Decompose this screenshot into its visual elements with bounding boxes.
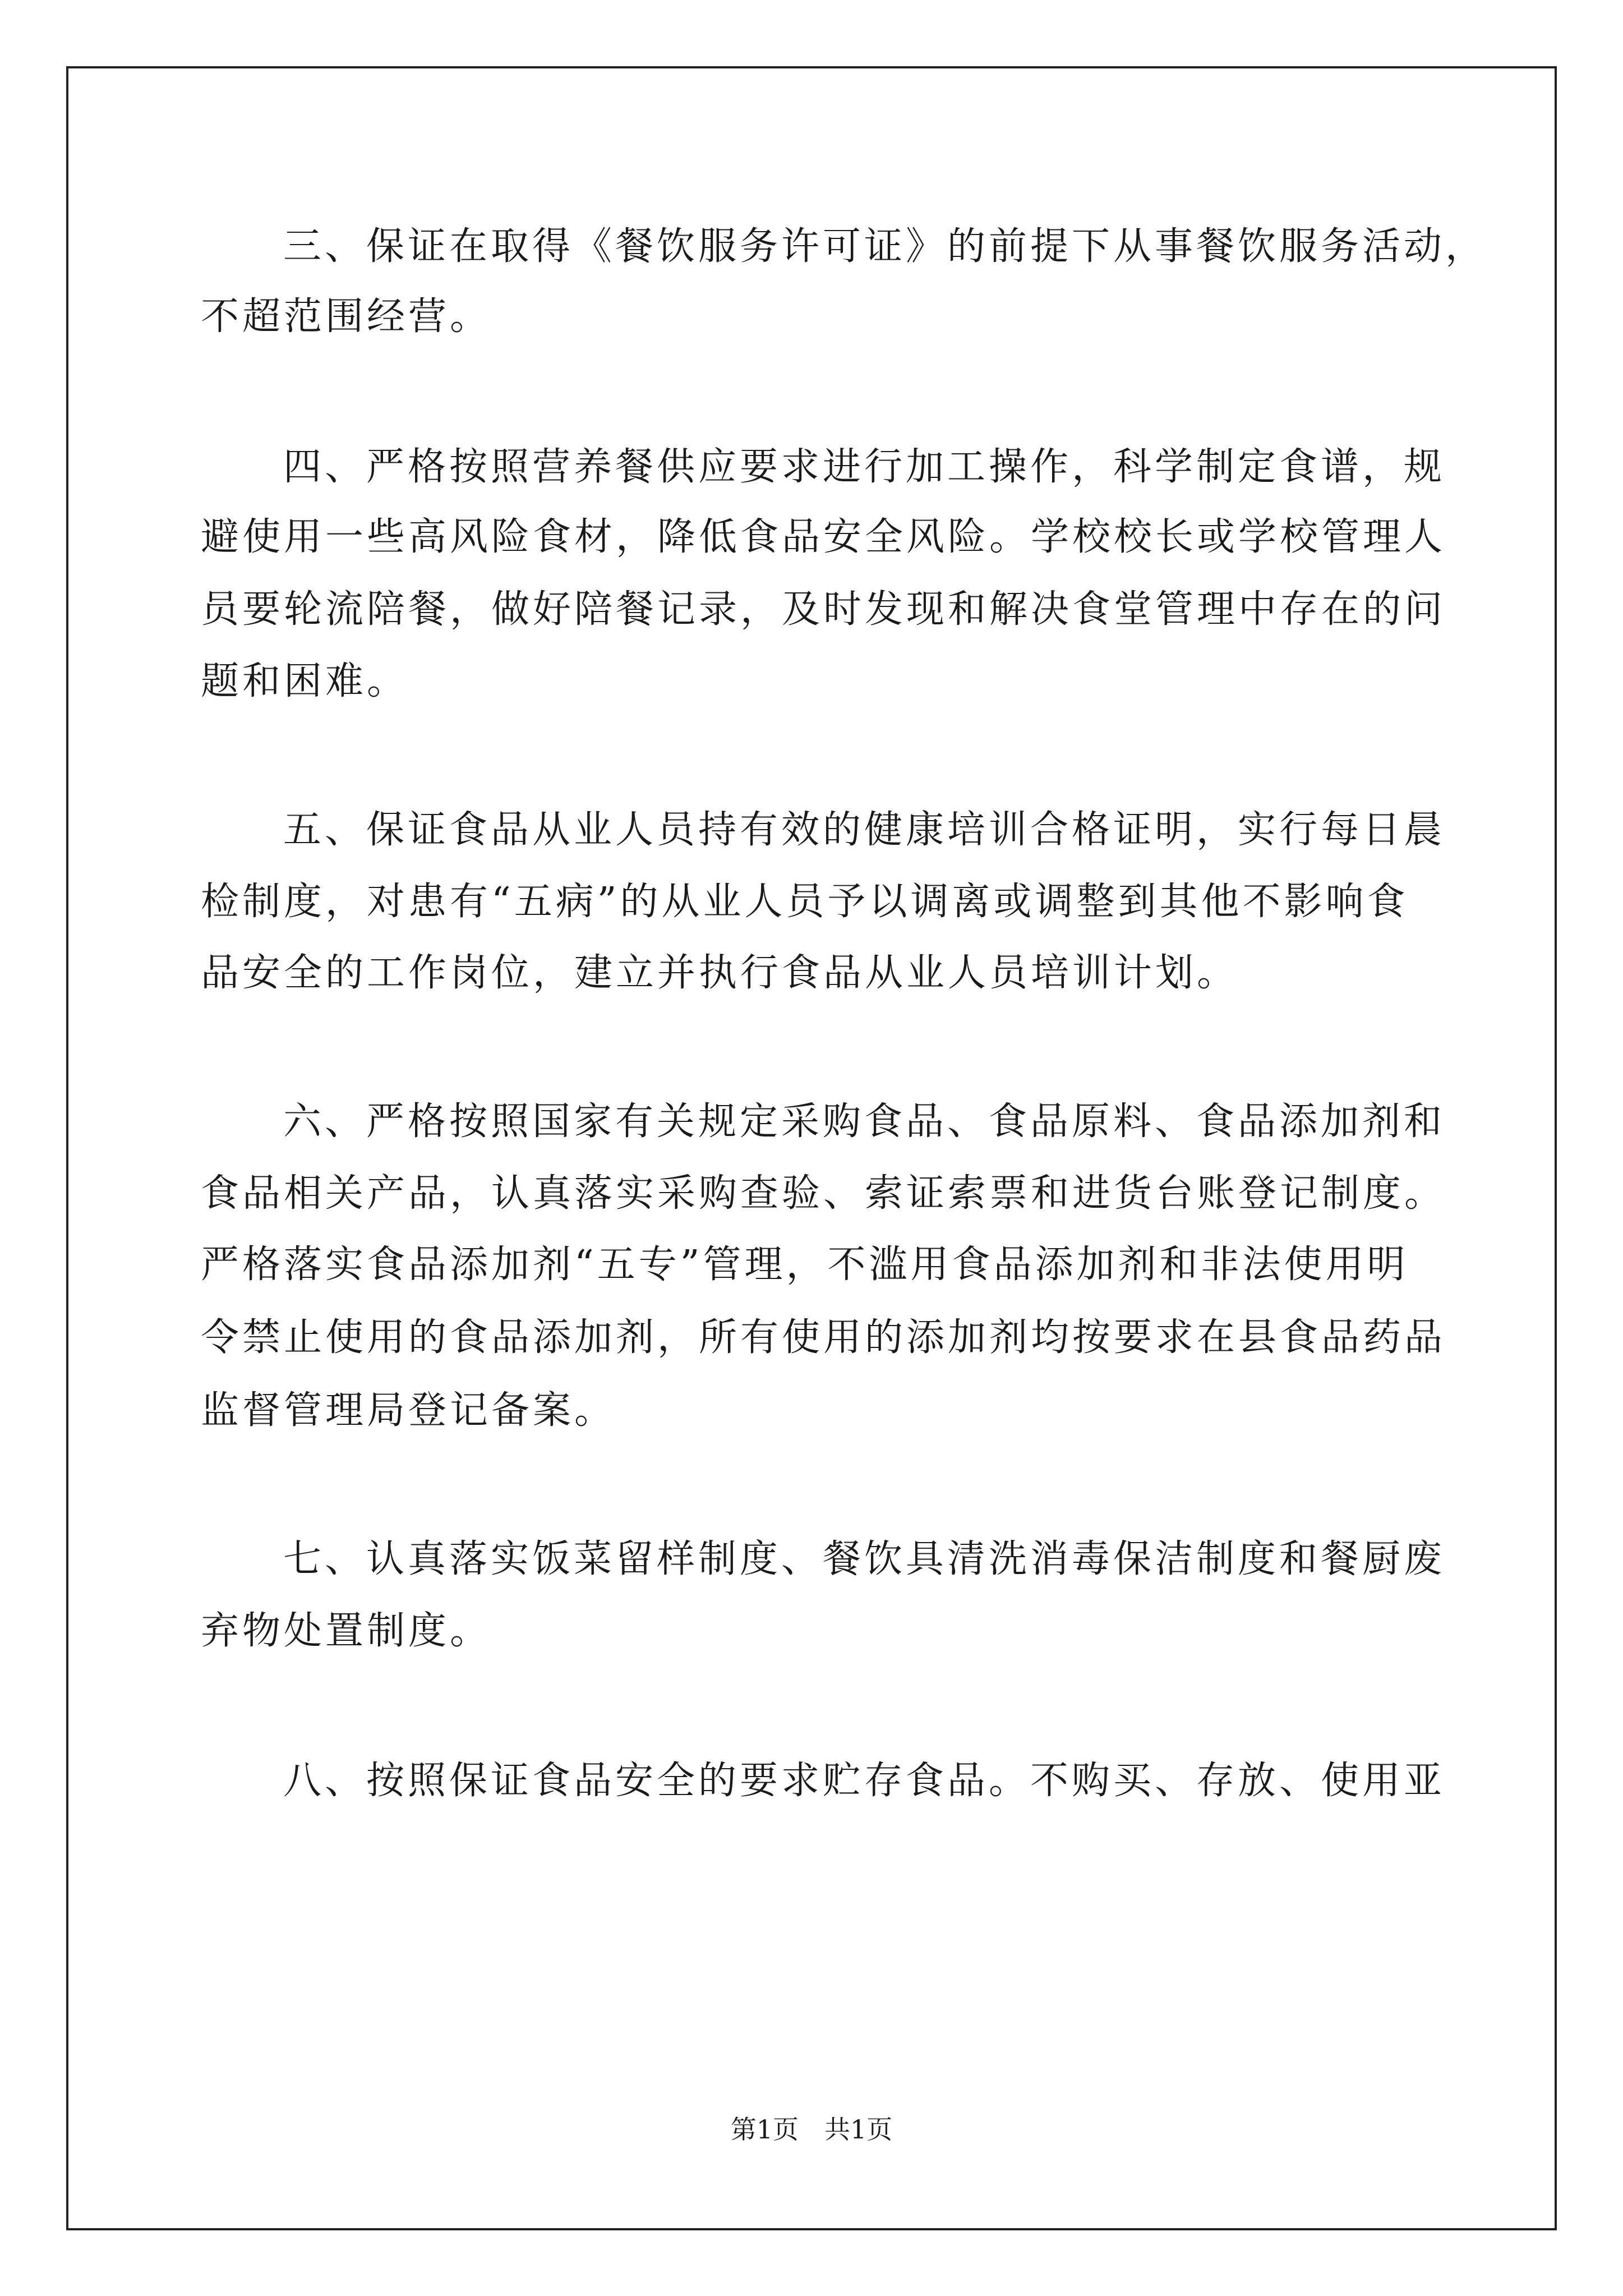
paragraph-line: 弃物处置制度。 (201, 1609, 492, 1653)
paragraph-first-line: 八、按照保证食品安全的要求贮存食品。不购买、存放、使用亚 (283, 1759, 1446, 1803)
paragraph-line: 食品相关产品，认真落实采购查验、索证索票和进货台账登记制度。 (201, 1171, 1446, 1216)
paragraph-line: 检制度，对患有“五病”的从业人员予以调离或调整到其他不影响食 (201, 880, 1409, 924)
paragraph-first-line: 七、认真落实饭菜留样制度、餐饮具清洗消毒保洁制度和餐厨废 (283, 1537, 1446, 1581)
paragraph-line: 品安全的工作岗位，建立并执行食品从业人员培训计划。 (201, 951, 1239, 995)
paragraph-line: 监督管理局登记备案。 (201, 1388, 616, 1433)
paragraph-line: 严格落实食品添加剂“五专”管理，不滥用食品添加剂和非法使用明 (201, 1243, 1409, 1287)
paragraph-first-line: 五、保证食品从业人员持有效的健康培训合格证明，实行每日晨 (283, 808, 1446, 852)
paragraph-line: 避使用一些高风险食材，降低食品安全风险。学校校长或学校管理人 (201, 515, 1446, 559)
paragraph-first-line: 六、严格按照国家有关规定采购食品、食品原料、食品添加剂和 (283, 1099, 1446, 1144)
page-footer: 第1页 共1页 (730, 2114, 893, 2145)
paragraph-first-line: 四、严格按照营养餐供应要求进行加工操作，科学制定食谱，规 (283, 445, 1446, 489)
paragraph-line: 令禁止使用的食品添加剂，所有使用的添加剂均按要求在县食品药品 (201, 1315, 1446, 1360)
page-border (66, 66, 1557, 2230)
paragraph-line: 员要轮流陪餐，做好陪餐记录，及时发现和解决食堂管理中存在的问 (201, 587, 1446, 632)
paragraph-line: 题和困难。 (201, 659, 409, 703)
paragraph-first-line: 三、保证在取得《餐饮服务许可证》的前提下从事餐饮服务活动， (283, 224, 1487, 269)
paragraph-line: 不超范围经营。 (201, 295, 492, 339)
